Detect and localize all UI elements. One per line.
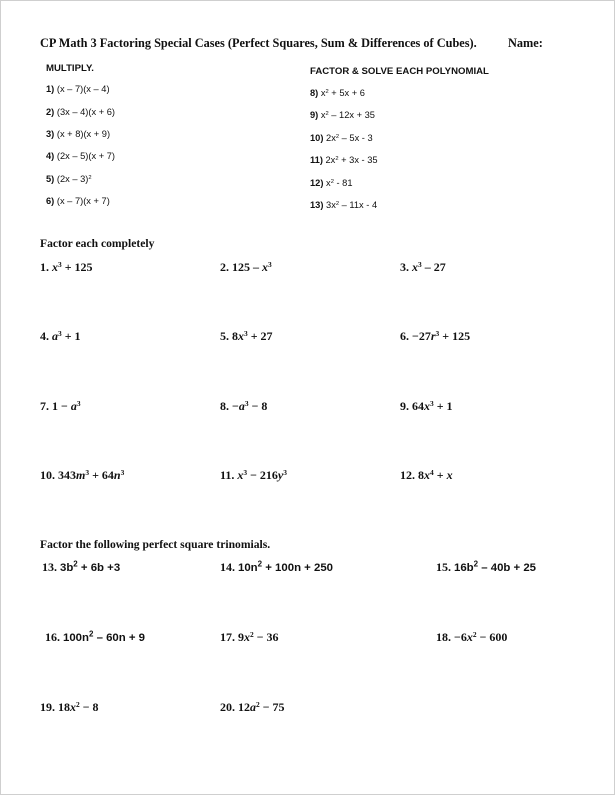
exponent: 2 <box>256 699 260 709</box>
problem-19 <box>40 700 99 715</box>
variable: a <box>52 329 58 343</box>
term: 8 <box>418 468 424 482</box>
term: + 125 <box>439 329 471 343</box>
multiply-item <box>46 151 115 161</box>
exponent: 3 <box>85 467 90 477</box>
item-number: 11) <box>310 155 326 165</box>
problem-16 <box>45 630 145 645</box>
term: −6 <box>454 630 467 644</box>
item-expression: (2x – 5)(x + 7) <box>56 151 115 161</box>
problem-18 <box>436 630 507 645</box>
item-rest: – 5x - 3 <box>339 133 373 143</box>
variable: x <box>244 630 250 644</box>
item-exponent: 2 <box>325 110 329 117</box>
item-number: 9) <box>310 110 321 120</box>
item-rest: – 12x + 35 <box>328 110 375 120</box>
factor-solve-item <box>310 200 377 210</box>
term: – 40b + 25 <box>478 562 537 574</box>
term: + <box>433 468 447 482</box>
variable: n <box>113 468 121 482</box>
problem-4 <box>40 329 81 344</box>
term: + 1 <box>433 399 453 413</box>
multiply-item <box>46 107 115 117</box>
variable: x <box>424 399 430 413</box>
problem-8 <box>220 399 267 414</box>
variable: a <box>250 700 256 714</box>
item-number: 5) <box>46 174 57 184</box>
item-term: x <box>320 88 326 98</box>
factor-solve-item <box>310 133 373 143</box>
problem-17 <box>220 630 279 645</box>
item-term: 2x <box>326 133 336 143</box>
problem-10 <box>40 468 124 483</box>
problem-number: 4. <box>40 329 52 343</box>
item-term: x <box>320 110 326 120</box>
problem-number: 20. <box>220 700 238 714</box>
multiply-item <box>46 196 110 206</box>
term: 100n <box>63 632 89 644</box>
item-rest: – 11x - 4 <box>339 200 378 210</box>
problem-9 <box>400 399 453 414</box>
multiply-item <box>46 84 110 94</box>
variable: x <box>446 468 453 482</box>
problem-number: 3. <box>400 260 412 274</box>
problem-number: 6. <box>400 329 412 343</box>
problem-3 <box>400 260 446 275</box>
variable: x <box>237 468 244 482</box>
problem-number: 8. <box>220 399 232 413</box>
term: + 27 <box>247 329 273 343</box>
item-number: 4) <box>46 151 57 161</box>
problem-number: 15. <box>436 560 454 574</box>
item-expression: (x – 7)(x + 7) <box>56 196 110 206</box>
item-expression: (x – 7)(x – 4) <box>56 84 110 94</box>
problem-2 <box>220 260 272 275</box>
item-expression: (3x – 4)(x + 6) <box>56 107 115 117</box>
item-number: 3) <box>46 129 57 139</box>
name-label: Name: <box>508 36 543 50</box>
factor-solve-item <box>310 155 378 165</box>
exponent: 3 <box>58 328 62 338</box>
problem-14 <box>220 560 333 575</box>
exponent: 2 <box>76 699 80 709</box>
term: − 8 <box>79 700 99 714</box>
term: − <box>232 399 239 413</box>
term: 64 <box>412 399 424 413</box>
problem-number: 16. <box>45 630 63 644</box>
problem-number: 9. <box>400 399 412 413</box>
item-exponent: 2 <box>335 133 340 140</box>
exponent: 3 <box>418 259 422 269</box>
term: 16b <box>454 562 474 574</box>
item-number: 8) <box>310 88 321 98</box>
trinomials-heading: Factor the following perfect square trinomials. <box>40 538 271 551</box>
exponent: 3 <box>243 467 248 477</box>
term: + 64 <box>89 468 114 482</box>
multiply-item <box>46 174 92 184</box>
item-number: 1) <box>46 84 57 94</box>
variable: x <box>52 260 58 274</box>
exponent: 3 <box>76 398 81 408</box>
problem-number: 18. <box>436 630 454 644</box>
problem-number: 1. <box>40 260 52 274</box>
term: 1 − <box>52 399 71 413</box>
term: + 1 <box>61 329 81 343</box>
variable: x <box>238 329 244 343</box>
exponent: 4 <box>430 467 434 477</box>
problem-6 <box>400 329 470 344</box>
item-exponent: 2 <box>330 178 334 185</box>
item-number: 12) <box>310 178 327 188</box>
problem-11 <box>220 468 287 483</box>
factor-solve-item <box>310 88 365 98</box>
problem-number: 12. <box>400 468 418 482</box>
term: 12 <box>238 700 250 714</box>
problem-number: 2. <box>220 260 232 274</box>
term: + 100n + 250 <box>262 562 334 574</box>
item-term: 3x <box>326 200 336 210</box>
term: − 75 <box>259 700 285 714</box>
problem-number: 17. <box>220 630 238 644</box>
problem-number: 10. <box>40 468 58 482</box>
item-term: x <box>326 178 331 188</box>
term: – 27 <box>421 260 446 274</box>
term: 3b <box>60 562 74 574</box>
exponent: 3 <box>268 259 272 269</box>
worksheet-title: CP Math 3 Factoring Special Cases (Perfect Squares, Sum & Differences of Cubes). <box>40 36 477 50</box>
variable: m <box>76 468 86 482</box>
exponent: 2 <box>73 559 78 569</box>
factor-solve-heading: FACTOR & SOLVE EACH POLYNOMIAL <box>310 66 489 77</box>
problem-12 <box>400 468 453 483</box>
problem-15 <box>436 560 536 575</box>
term: 18 <box>58 700 70 714</box>
term: − 8 <box>248 399 268 413</box>
term: 10n <box>238 562 258 574</box>
item-exponent: 2 <box>335 200 340 207</box>
variable: y <box>277 468 284 482</box>
cubes-heading: Factor each completely <box>40 237 155 250</box>
problem-13 <box>42 560 120 575</box>
term: – 60n + 9 <box>93 632 146 644</box>
problem-1 <box>40 260 93 275</box>
problem-number: 5. <box>220 329 232 343</box>
item-rest: + 3x - 35 <box>338 155 378 165</box>
term: + 6b +3 <box>77 562 121 574</box>
exponent: 3 <box>435 328 440 338</box>
problem-number: 14. <box>220 560 238 574</box>
multiply-heading: MULTIPLY. <box>46 63 94 74</box>
exponent: 2 <box>257 559 263 569</box>
factor-solve-item <box>310 110 375 120</box>
variable: x <box>70 700 76 714</box>
exponent: 2 <box>88 629 94 639</box>
term: + 125 <box>61 260 93 274</box>
item-term: 2x <box>325 155 336 165</box>
item-number: 13) <box>310 200 327 210</box>
exponent: 3 <box>244 328 248 338</box>
problem-number: 11. <box>220 468 238 482</box>
variable: x <box>424 468 430 482</box>
variable: x <box>466 630 473 644</box>
item-rest: - 81 <box>333 178 353 188</box>
item-expression: (x + 8)(x + 9) <box>56 129 111 139</box>
problem-20 <box>220 700 285 715</box>
variable: a <box>238 399 245 413</box>
variable: a <box>70 399 77 413</box>
factor-solve-item <box>310 178 353 188</box>
multiply-item <box>46 129 110 139</box>
problem-number: 19. <box>40 700 58 714</box>
item-exponent: 2 <box>335 155 339 162</box>
exponent: 3 <box>430 398 434 408</box>
variable: x <box>262 260 268 274</box>
term: 125 – <box>232 260 262 274</box>
exponent: 3 <box>283 467 287 477</box>
term: − 600 <box>476 630 508 644</box>
item-exponent: 2 <box>325 88 329 95</box>
exponent: 3 <box>120 467 125 477</box>
term: 9 <box>238 630 244 644</box>
item-number: 2) <box>46 107 57 117</box>
item-rest: + 5x + 6 <box>328 88 365 98</box>
problem-number: 13. <box>42 560 60 574</box>
exponent: 2 <box>250 629 254 639</box>
exponent: 3 <box>58 259 62 269</box>
problem-5 <box>220 329 273 344</box>
term: 343 <box>58 468 76 482</box>
problem-7 <box>40 399 81 414</box>
item-expression: (2x – 3) <box>56 174 89 184</box>
term: −27 <box>412 329 431 343</box>
term: 8 <box>232 329 238 343</box>
item-number: 10) <box>310 133 327 143</box>
exponent: 3 <box>244 398 249 408</box>
item-number: 6) <box>46 196 57 206</box>
item-exponent: 2 <box>88 174 92 181</box>
term: − 216 <box>247 468 278 482</box>
exponent: 2 <box>473 559 479 569</box>
exponent: 2 <box>472 629 477 639</box>
term: − 36 <box>253 630 279 644</box>
problem-number: 7. <box>40 399 52 413</box>
variable: x <box>412 260 418 274</box>
variable: r <box>430 329 436 343</box>
